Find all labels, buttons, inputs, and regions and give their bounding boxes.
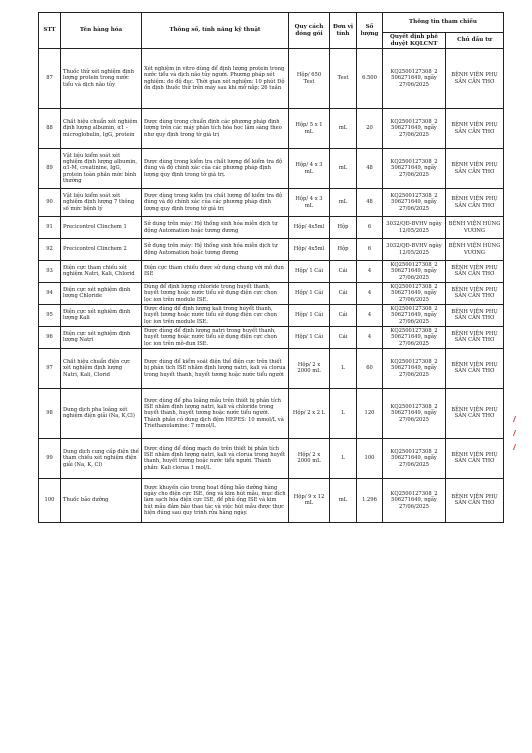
row-qty: 100 [357,438,383,478]
row-spec: Được dùng để định lượng natri trong huyết thanh, huyết tương hoặc nước tiểu sử dụng điện cực chọn lọc ion trên mô-đun ISE. [142,326,289,348]
row-name: Điện cực xét nghiệm định lượng Natri [61,326,142,348]
row-decision: KQ2500127308_2 506271649, ngày 27/06/2025 [383,438,446,478]
row-spec: Được dùng trong kiểm tra chất lượng để kiểm tra độ đúng và độ chính xác của các phương pháp định lượng quy định trong tờ giá trị [142,189,289,217]
table-row [39,282,504,304]
row-spec: Được dùng để kiểm soát điện thế điện cực trên thiết bị phân tích ISE nhằm định lượng natri, kali và clorua trong huyết thanh, huyết tương hoặc nước tiểu người [142,348,289,388]
row-qty: 4 [357,282,383,304]
row-stt: 89 [39,149,61,189]
row-owner: BỆNH VIỆN PHỤ SẢN CẦN THƠ [446,49,504,109]
row-stt: 94 [39,282,61,304]
row-name: Điện cực xét nghiệm định lượng Chloride [61,282,142,304]
row-pack: Hộp/ 5 x 1 mL [289,109,330,149]
row-owner: BỆNH VIỆN PHỤ SẢN CẦN THƠ [446,189,504,217]
margin-mark [513,416,519,422]
table-row [39,109,504,149]
row-name: Chất hiệu chuẩn xét nghiệm định lượng albumin, α1 - microglobulin, IgG, protein [61,109,142,149]
row-pack: Hộp/ 4x5ml [289,217,330,239]
row-stt: 99 [39,438,61,478]
row-qty: 6 [357,239,383,261]
row-qty: 6 [357,217,383,239]
row-unit: Test [330,49,357,109]
header-quyet-dinh: Quyết định phê duyệt KQLCNT [383,33,446,49]
table-row [39,478,504,522]
margin-marks [514,0,524,753]
row-stt: 100 [39,478,61,522]
row-qty: 48 [357,189,383,217]
header-ten-hang-hoa: Tên hàng hóa [61,13,142,49]
row-name: Điện cực tham chiếu xét nghiệm Natri, Kali, Chlorid [61,261,142,283]
row-qty: 6.500 [357,49,383,109]
row-decision: KQ2500127308_2 506271649, ngày 27/06/2025 [383,149,446,189]
row-unit: L [330,438,357,478]
row-name: Vật liệu kiểm soát xét nghiệm định lượng 7 thông số mức bệnh lý [61,189,142,217]
row-unit: mL [330,478,357,522]
row-unit: Cái [330,261,357,283]
row-qty: 60 [357,348,383,388]
margin-mark [513,430,519,436]
row-owner: BỆNH VIỆN PHỤ SẢN CẦN THƠ [446,326,504,348]
header-stt: STT [39,13,61,49]
row-pack: Hộp/ 2 x 2 L [289,388,330,438]
row-spec: Sử dụng trên máy: Hệ thống sinh hóa miễn dịch tự động Automation hoặc tương đương [142,217,289,239]
row-unit: Cái [330,326,357,348]
row-qty: 48 [357,149,383,189]
row-decision: KQ2500127308_2 506271649, ngày 27/06/2025 [383,261,446,283]
row-decision: KQ2500127308_2 506271649, ngày 27/06/2025 [383,282,446,304]
header-quy-cach: Quy cách đóng gói [289,13,330,49]
row-unit: mL [330,189,357,217]
row-qty: 4 [357,261,383,283]
row-pack: Hộp/ 4 x 3 mL [289,189,330,217]
row-qty: 20 [357,109,383,149]
header-thong-so: Thông số, tính năng kỹ thuật [142,13,289,49]
header-so-luong: Số lượng [357,13,383,49]
table-row [39,49,504,109]
table-row [39,326,504,348]
row-spec: Được dùng trong kiểm tra chất lượng để kiểm tra độ đúng và độ chính xác của các phương pháp định lượng quy định trong tờ giá trị. [142,149,289,189]
row-pack: Hộp/ 1 Cái [289,326,330,348]
procurement-table-page [38,12,503,523]
row-pack: Hộp/ 1 Cái [289,304,330,326]
table-row [39,189,504,217]
row-stt: 97 [39,348,61,388]
row-owner: BỆNH VIỆN PHỤ SẢN CẦN THƠ [446,109,504,149]
row-owner: BỆNH VIỆN PHỤ SẢN CẦN THƠ [446,348,504,388]
row-spec: Điện cực tham chiếu được sử dụng chung với mô đun ISE [142,261,289,283]
row-decision: KQ2500127308_2 506271649, ngày 27/06/2025 [383,326,446,348]
row-stt: 88 [39,109,61,149]
row-spec: Được khuyến cáo trong hoạt động bảo dưỡng hàng ngày cho điện cực ISE, ống và kim hút mẫu, mục đích làm sạch hóa điện cực ISE, để phủ ống ISE và kim hút mẫu đảm bảo thao tác và việc hút mẫu được thực hiện đúng sau quy trình rửa hàng ngày. [142,478,289,522]
table-row [39,217,504,239]
table-row [39,149,504,189]
row-pack: Hộp/ 2 x 2000 mL [289,348,330,388]
row-name: Điện cực xét nghiệm định lượng Kali [61,304,142,326]
row-owner: BỆNH VIỆN HÙNG VƯƠNG [446,239,504,261]
row-spec: Được dùng trong chuẩn định các phương pháp định lượng trên các máy phân tích hóa học lâm sàng theo như quy định trong tờ giá trị [142,109,289,149]
row-decision: KQ2500127308_2 506271649, ngày 27/06/2025 [383,304,446,326]
row-stt: 91 [39,217,61,239]
row-spec: Được dùng để đóng mạch đo trên thiết bị phân tích ISE nhằm định lượng natri, kali và clorua trong huyết thanh, huyết tương hoặc nước tiểu người. Thành phần: Kali clorua 1 mol/L [142,438,289,478]
row-owner: BỆNH VIỆN PHỤ SẢN CẦN THƠ [446,261,504,283]
row-decision: KQ2500127308_2 506271649, ngày 27/06/2025 [383,478,446,522]
row-spec: Xét nghiệm in vitro dùng để định lượng protein trong nước tiểu và dịch não tủy người. Phương pháp xét nghiệm: đo độ đục. Thời gian xét nghiệm: 10 phút Độ ổn định thuốc thử trên máy sau khi mở nắp: 26 tuần [142,49,289,109]
row-owner: BỆNH VIỆN PHỤ SẢN CẦN THƠ [446,388,504,438]
row-owner: BỆNH VIỆN PHỤ SẢN CẦN THƠ [446,478,504,522]
row-name: Dung dịch pha loãng xét nghiệm điện giải (Na, K,Cl) [61,388,142,438]
row-name: Precicontrol Clinchem 1 [61,217,142,239]
row-unit: L [330,348,357,388]
row-spec: Được dùng để pha loãng mẫu trên thiết bị phân tích ISE nhằm định lượng natri, kali và chloride trong huyết thanh, huyết tương hoặc nước tiểu người. Thành phần có dung dịch đệm HEPES: 10 mmol/L và Triethanolamine: 7 mmol/L [142,388,289,438]
row-stt: 93 [39,261,61,283]
row-decision: KQ2500127308_2 506271649, ngày 27/06/2025 [383,189,446,217]
row-name: Precicontrol Clinchem 2 [61,239,142,261]
row-owner: BỆNH VIỆN HÙNG VƯƠNG [446,217,504,239]
row-stt: 95 [39,304,61,326]
row-pack: Hộp/ 1 Cái [289,261,330,283]
row-decision: KQ2500127308_2 506271649, ngày 27/06/2025 [383,109,446,149]
row-decision: KQ2500127308_2 506271649, ngày 27/06/2025 [383,49,446,109]
table-row [39,304,504,326]
row-name: Dung dịch cung cấp điện thế tham chiếu xét nghiệm điện giải (Na, K, Cl) [61,438,142,478]
row-owner: BỆNH VIỆN PHỤ SẢN CẦN THƠ [446,304,504,326]
row-spec: Sử dụng trên máy: Hệ thống sinh hóa miễn dịch tự động Automation hoặc tương đương [142,239,289,261]
header-don-vi-tinh: Đơn vị tính [330,13,357,49]
header-chu-dau-tu: Chủ đầu tư [446,33,504,49]
procurement-table [38,12,504,523]
table-row [39,261,504,283]
row-decision: KQ2500127308_2 506271649, ngày 27/06/2025 [383,348,446,388]
row-pack: Hộp/ 9 x 12 mL [289,478,330,522]
row-spec: Được dùng để định lượng kali trong huyết thanh, huyết tương hoặc nước tiểu sử dụng điện cực chọn lọc ion trên module ISE. [142,304,289,326]
row-name: Chất hiệu chuẩn điện cực xét nghiệm định lượng Natri, Kali, Clorid [61,348,142,388]
table-row [39,239,504,261]
row-unit: Cái [330,282,357,304]
row-name: Thuốc bảo dưỡng [61,478,142,522]
row-qty: 4 [357,304,383,326]
row-pack: Hộp/ 1 Cái [289,282,330,304]
row-owner: BỆNH VIỆN PHỤ SẢN CẦN THƠ [446,282,504,304]
header-thong-tin-tham-chieu: Thông tin tham chiếu [383,13,504,33]
row-qty: 1.296 [357,478,383,522]
row-unit: Cái [330,304,357,326]
margin-mark [513,444,519,450]
row-pack: Hộp/ 4x5ml [289,239,330,261]
row-unit: L [330,388,357,438]
row-pack: Hộp/ 650 Test [289,49,330,109]
table-row [39,348,504,388]
row-unit: mL [330,109,357,149]
table-row [39,438,504,478]
row-qty: 4 [357,326,383,348]
row-stt: 96 [39,326,61,348]
row-spec: Dùng để định lượng chloride trong huyết thanh, huyết tương hoặc nước tiểu sử dụng điện cực chọn lọc ion trên module ISE. [142,282,289,304]
row-pack: Hộp/ 2 x 2000 mL [289,438,330,478]
row-unit: Hộp [330,239,357,261]
row-name: Vật liệu kiểm soát xét nghiệm định lượng albumin, α1-M, creatinine, IgG, protein toàn phần mức bình thường [61,149,142,189]
row-name: Thuốc thử xét nghiệm định lượng protein trong nước tiểu và dịch não tủy [61,49,142,109]
row-decision: KQ2500127308_2 506271649, ngày 27/06/2025 [383,388,446,438]
table-body [39,49,504,523]
row-stt: 90 [39,189,61,217]
row-qty: 120 [357,388,383,438]
row-decision: 3032/QĐ-BVHV ngày 12/05/2025 [383,239,446,261]
row-pack: Hộp/ 4 x 3 mL [289,149,330,189]
row-stt: 98 [39,388,61,438]
row-unit: mL [330,149,357,189]
row-decision: 3032/QĐ-BVHV ngày 12/05/2025 [383,217,446,239]
row-owner: BỆNH VIỆN PHỤ SẢN CẦN THƠ [446,149,504,189]
table-row [39,388,504,438]
row-owner: BỆNH VIỆN PHỤ SẢN CẦN THƠ [446,438,504,478]
row-stt: 92 [39,239,61,261]
row-unit: Hộp [330,217,357,239]
row-stt: 87 [39,49,61,109]
